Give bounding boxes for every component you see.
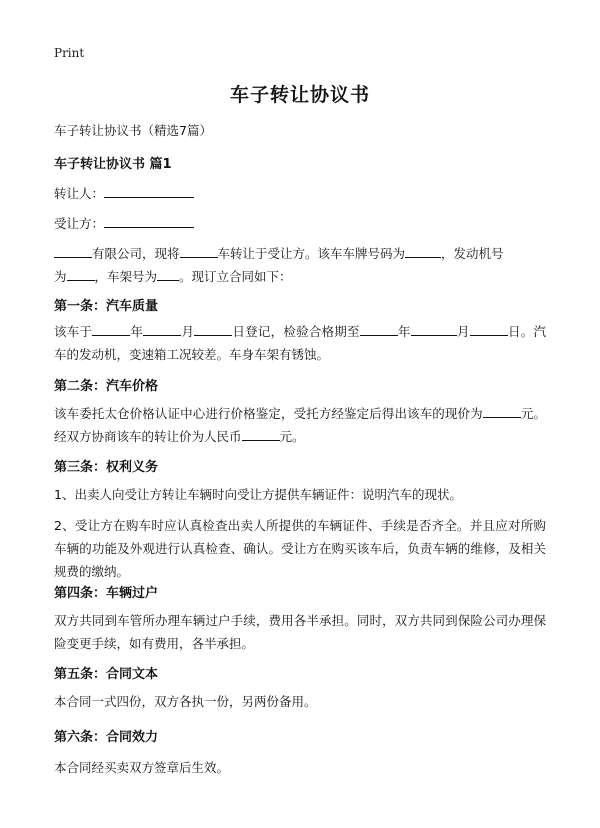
article-1-paragraph: [54, 320, 546, 366]
intro-text: 。现订立合同如下：: [179, 269, 292, 284]
article-3-heading: 第三条：权利义务: [54, 460, 159, 475]
blank-field: [411, 323, 457, 336]
transferor-label: 转让人：: [54, 186, 105, 201]
article-2-heading: 第二条：汽车价格: [54, 379, 159, 394]
blank-field: [242, 428, 280, 441]
article-text: 该车于: [54, 324, 93, 339]
article-6-heading: 第六条：合同效力: [54, 730, 159, 745]
intro-text: 车转让于受让方。该车车牌号码为: [217, 246, 406, 261]
article-3-item-1: 1、出卖人向受让方转让车辆时向受让方提供车辆证件：说明汽车的现状。: [54, 487, 462, 502]
article-text: 元。: [279, 429, 305, 444]
section-title: 车子转让协议书 篇1: [54, 157, 172, 172]
document-title: 车子转让协议书: [229, 84, 370, 106]
intro-text: 为: [54, 269, 67, 284]
intro-text: 有限公司，现将: [92, 246, 180, 261]
transferee-label: 受让方：: [54, 216, 105, 231]
transferor-blank: [104, 185, 194, 198]
article-text: 元。经双方协商该车的转让价为人民币: [54, 406, 546, 444]
blank-field: [67, 268, 95, 281]
article-text: 该车委托太仓价格认证中心进行价格鉴定，受托方经鉴定后得出该车的现价为: [54, 406, 483, 421]
blank-field: [92, 323, 130, 336]
article-4-heading: 第四条：车辆过户: [54, 586, 159, 601]
blank-field: [180, 245, 218, 258]
intro-text: ，车架号为: [94, 269, 158, 284]
blank-field: [360, 323, 398, 336]
blank-field: [483, 405, 521, 418]
article-text: 年: [397, 324, 411, 339]
blank-field: [54, 245, 92, 258]
document-subtitle: 车子转让协议书（精选7篇）: [54, 123, 212, 138]
article-text: 日登记，检验合格期至: [232, 324, 360, 339]
article-5-paragraph: 本合同一式四份，双方各执一份，另两份备用。: [54, 694, 317, 709]
article-1-heading: 第一条：汽车质量: [54, 299, 159, 314]
transferee-line: [54, 214, 194, 232]
blank-field: [143, 323, 181, 336]
article-text: 。汽车的发动机，变速箱工况较差。车身车架有锈蚀。: [54, 324, 546, 362]
transferor-line: [54, 184, 194, 202]
article-text: 年: [130, 324, 144, 339]
article-5-heading: 第五条：合同文本: [54, 667, 159, 682]
article-text: 日: [507, 324, 521, 339]
intro-paragraph: [54, 242, 546, 288]
article-text: 月: [456, 324, 470, 339]
blank-field: [157, 268, 179, 281]
transferee-blank: [104, 215, 194, 228]
print-link[interactable]: Print: [54, 46, 85, 60]
article-4-paragraph: 双方共同到车管所办理车辆过户手续，费用各半承担。同时，双方共同到保险公司办理保险变更手续，如有费用，各半承担。: [54, 613, 546, 651]
blank-field: [470, 323, 508, 336]
blank-field: [194, 323, 232, 336]
article-text: 月: [181, 324, 195, 339]
article-6-paragraph: 本合同经买卖双方签章后生效。: [54, 760, 230, 775]
intro-text: ，发动机号: [441, 246, 504, 261]
article-3-item-2: 2、受让方在购车时应认真检查出卖人所提供的车辆证件、手续是否齐全。并且应对所购车辆的功能及外观进行认真检查、确认。受让方在购买该车后，负责车辆的维修，及相关规费的缴纳。: [54, 518, 546, 579]
blank-field: [405, 245, 441, 258]
article-2-paragraph: [54, 402, 546, 448]
